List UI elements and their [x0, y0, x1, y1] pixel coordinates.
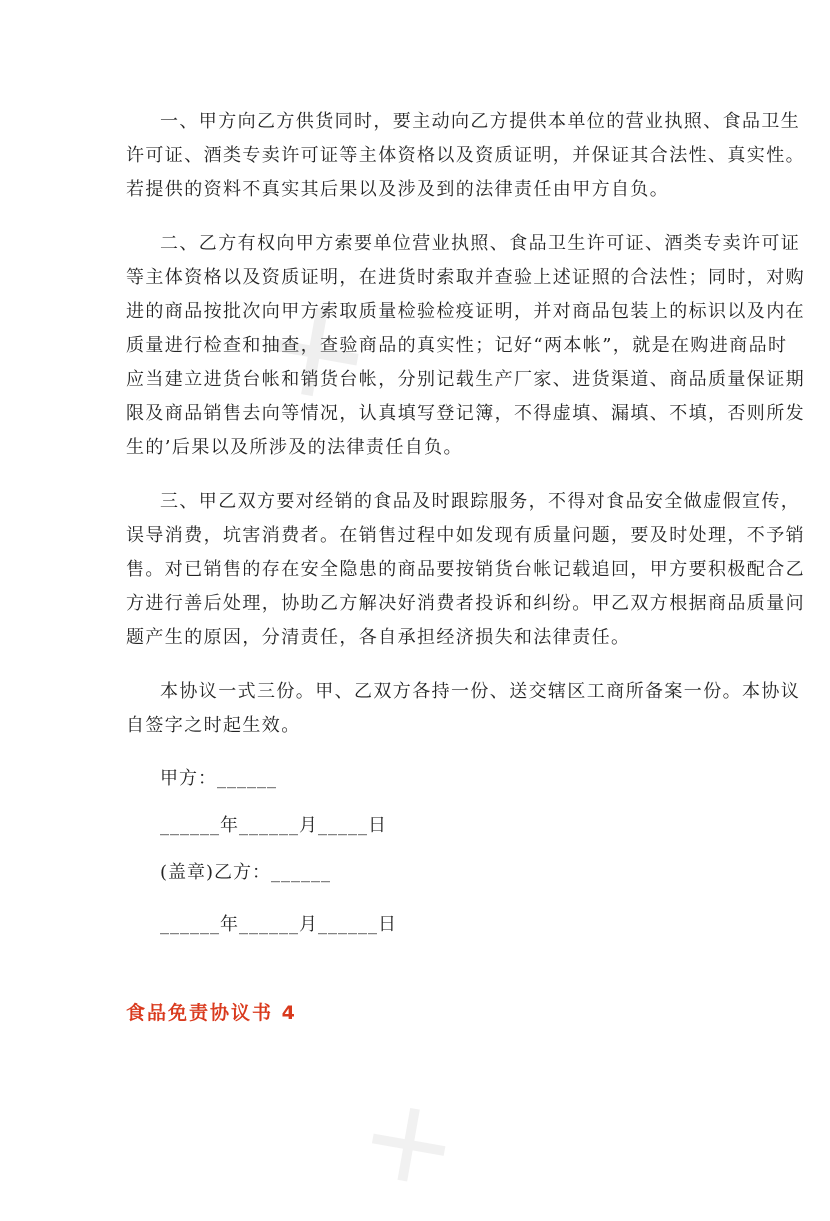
paragraph-line: 质量进行检查和抽查，查验商品的真实性；记好“两本帐”，就是在购进商品时 [126, 335, 788, 356]
paragraph-line: 许可证、酒类专卖许可证等主体资格以及资质证明，并保证其合法性、真实性。 [126, 145, 805, 166]
watermark: ✕ [235, 268, 398, 441]
paragraph-line: 限及商品销售去向等情况，认真填写登记簿，不得虚填、漏填、不填，否则所发 [126, 403, 805, 424]
section-heading: 食品免责协议书 4 [126, 1002, 297, 1024]
paragraph-line: 题产生的原因，分清责任，各自承担经济损失和法律责任。 [126, 627, 631, 648]
paragraph-line: 生的’后果以及所涉及的法律责任自负。 [126, 437, 463, 458]
paragraph-line: 等主体资格以及资质证明，在进货时索取并查验上述证照的合法性；同时，对购 [126, 267, 805, 288]
paragraph-line: 自签字之时起生效。 [126, 715, 301, 736]
paragraph-line: 进的商品按批次向甲方索取质量检验检疫证明，并对商品包装上的标识以及内在 [126, 301, 805, 322]
party-b-date: ______年______月______日 [160, 914, 397, 935]
party-a-signature: 甲方：______ [160, 768, 277, 789]
paragraph-line: 二、乙方有权向甲方索要单位营业执照、食品卫生许可证、酒类专卖许可证 [160, 233, 801, 254]
paragraph-line: 三、甲乙双方要对经销的食品及时跟踪服务，不得对食品安全做虚假宣传， [160, 491, 801, 512]
party-a-date: ______年______月_____日 [160, 815, 387, 836]
paragraph-line: 一、甲方向乙方供货同时，要主动向乙方提供本单位的营业执照、食品卫生 [160, 111, 801, 132]
paragraph-line: 本协议一式三份。甲、乙双方各持一份、送交辖区工商所备案一份。本协议 [160, 681, 801, 702]
paragraph-line: 误导消费，坑害消费者。在销售过程中如发现有质量问题，要及时处理，不予销 [126, 525, 805, 546]
paragraph-line: 应当建立进货台帐和销货台帐，分别记载生产厂家、进货渠道、商品质量保证期 [126, 369, 805, 390]
watermark: ✕ [341, 1074, 478, 1219]
paragraph-line: 售。对已销售的存在安全隐患的商品要按销货台帐记载追回，甲方要积极配合乙 [126, 559, 805, 580]
paragraph-line: 方进行善后处理，协助乙方解决好消费者投诉和纠纷。甲乙双方根据商品质量问 [126, 593, 805, 614]
paragraph-line: 若提供的资料不真实其后果以及涉及到的法律责任由甲方自负。 [126, 179, 670, 200]
party-b-signature: (盖章)乙方：______ [160, 862, 332, 883]
